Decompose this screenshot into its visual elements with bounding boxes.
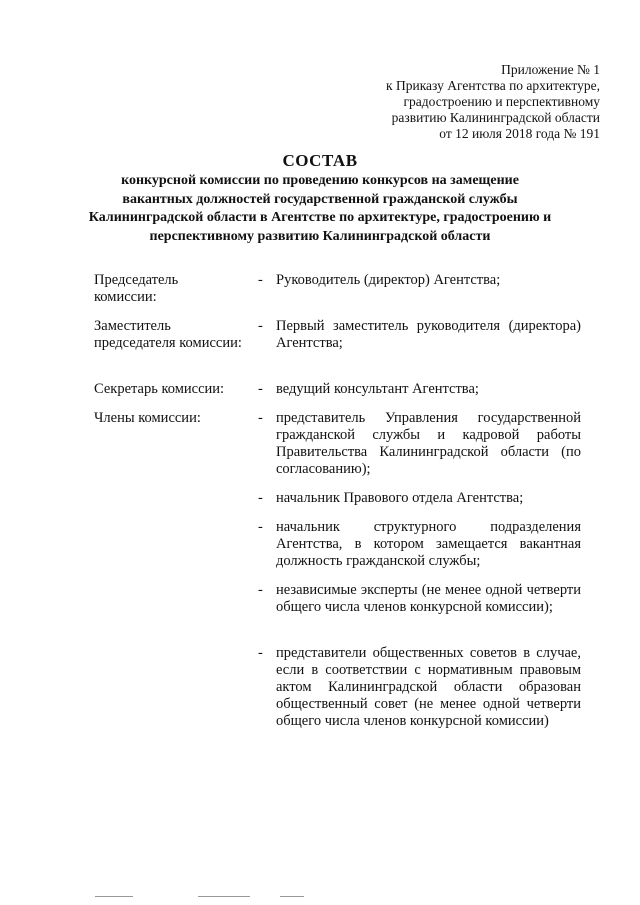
list-dash: - [258, 645, 263, 661]
appendix-line: к Приказу Агентства по архитектуре, [386, 78, 600, 93]
document-subtitle-line: Калининградской области в Агентстве по архитектуре, градостроению и [88, 210, 552, 225]
member-item [94, 490, 584, 507]
member-item [94, 519, 584, 570]
document-subtitle-line: вакантных должностей государственной гражданской службы [122, 191, 518, 207]
role-label: Члены комиссии: [94, 410, 201, 426]
scan-artifact [198, 896, 250, 897]
member-item [94, 410, 584, 478]
document-subtitle-line: конкурсной комиссии по проведению конкурсов на замещение [121, 173, 519, 188]
document-subtitle-line: перспективному развитию Калининградской области [149, 228, 491, 244]
member-description: независимые эксперты (не менее одной четверти общего числа членов конкурсной комиссии); [276, 582, 581, 615]
appendix-reference [386, 62, 600, 142]
list-dash: - [258, 381, 263, 397]
document-heading [0, 150, 640, 246]
deputy-row [94, 318, 584, 370]
member-description: начальник Правового отдела Агентства; [276, 490, 524, 506]
appendix-line: градостроению и перспективному [403, 94, 600, 109]
member-description: представители общественных советов в случае, если в соответствии с нормативным правовым актом Калининградской области образован общественный совет (не менее одной четверти общего числа членов конкурсной комиссии) [276, 645, 581, 729]
list-dash: - [258, 272, 263, 288]
member-description: Первый заместитель руководителя (директора) Агентства; [276, 318, 581, 351]
scan-artifact [95, 896, 133, 897]
appendix-line: от 12 июля 2018 года № 191 [439, 126, 600, 141]
member-description: ведущий консультант Агентства; [276, 381, 479, 397]
secretary-row [94, 381, 584, 398]
scan-artifact [280, 896, 304, 897]
role-label: Председатель комиссии: [94, 272, 179, 305]
appendix-line: развитию Калининградской области [391, 110, 600, 125]
chairman-row [94, 272, 584, 306]
document-title: СОСТАВ [282, 151, 358, 170]
role-label: Заместитель председателя комиссии: [94, 318, 242, 351]
list-dash: - [258, 410, 263, 426]
role-label: Секретарь комиссии: [94, 381, 225, 397]
member-description: представитель Управления государственной гражданской службы и кадровой работы Правительства Калининградской области (по согласованию); [276, 410, 581, 477]
list-dash: - [258, 582, 263, 598]
list-dash: - [258, 318, 263, 334]
appendix-line: Приложение № 1 [501, 62, 600, 77]
member-description: Руководитель (директор) Агентства; [276, 272, 501, 288]
member-description: начальник структурного подразделения Агентства, в котором замещается вакантная должность гражданской службы; [276, 519, 581, 569]
list-dash: - [258, 490, 263, 506]
list-dash: - [258, 519, 263, 535]
member-item [94, 582, 584, 633]
member-item [94, 645, 584, 747]
